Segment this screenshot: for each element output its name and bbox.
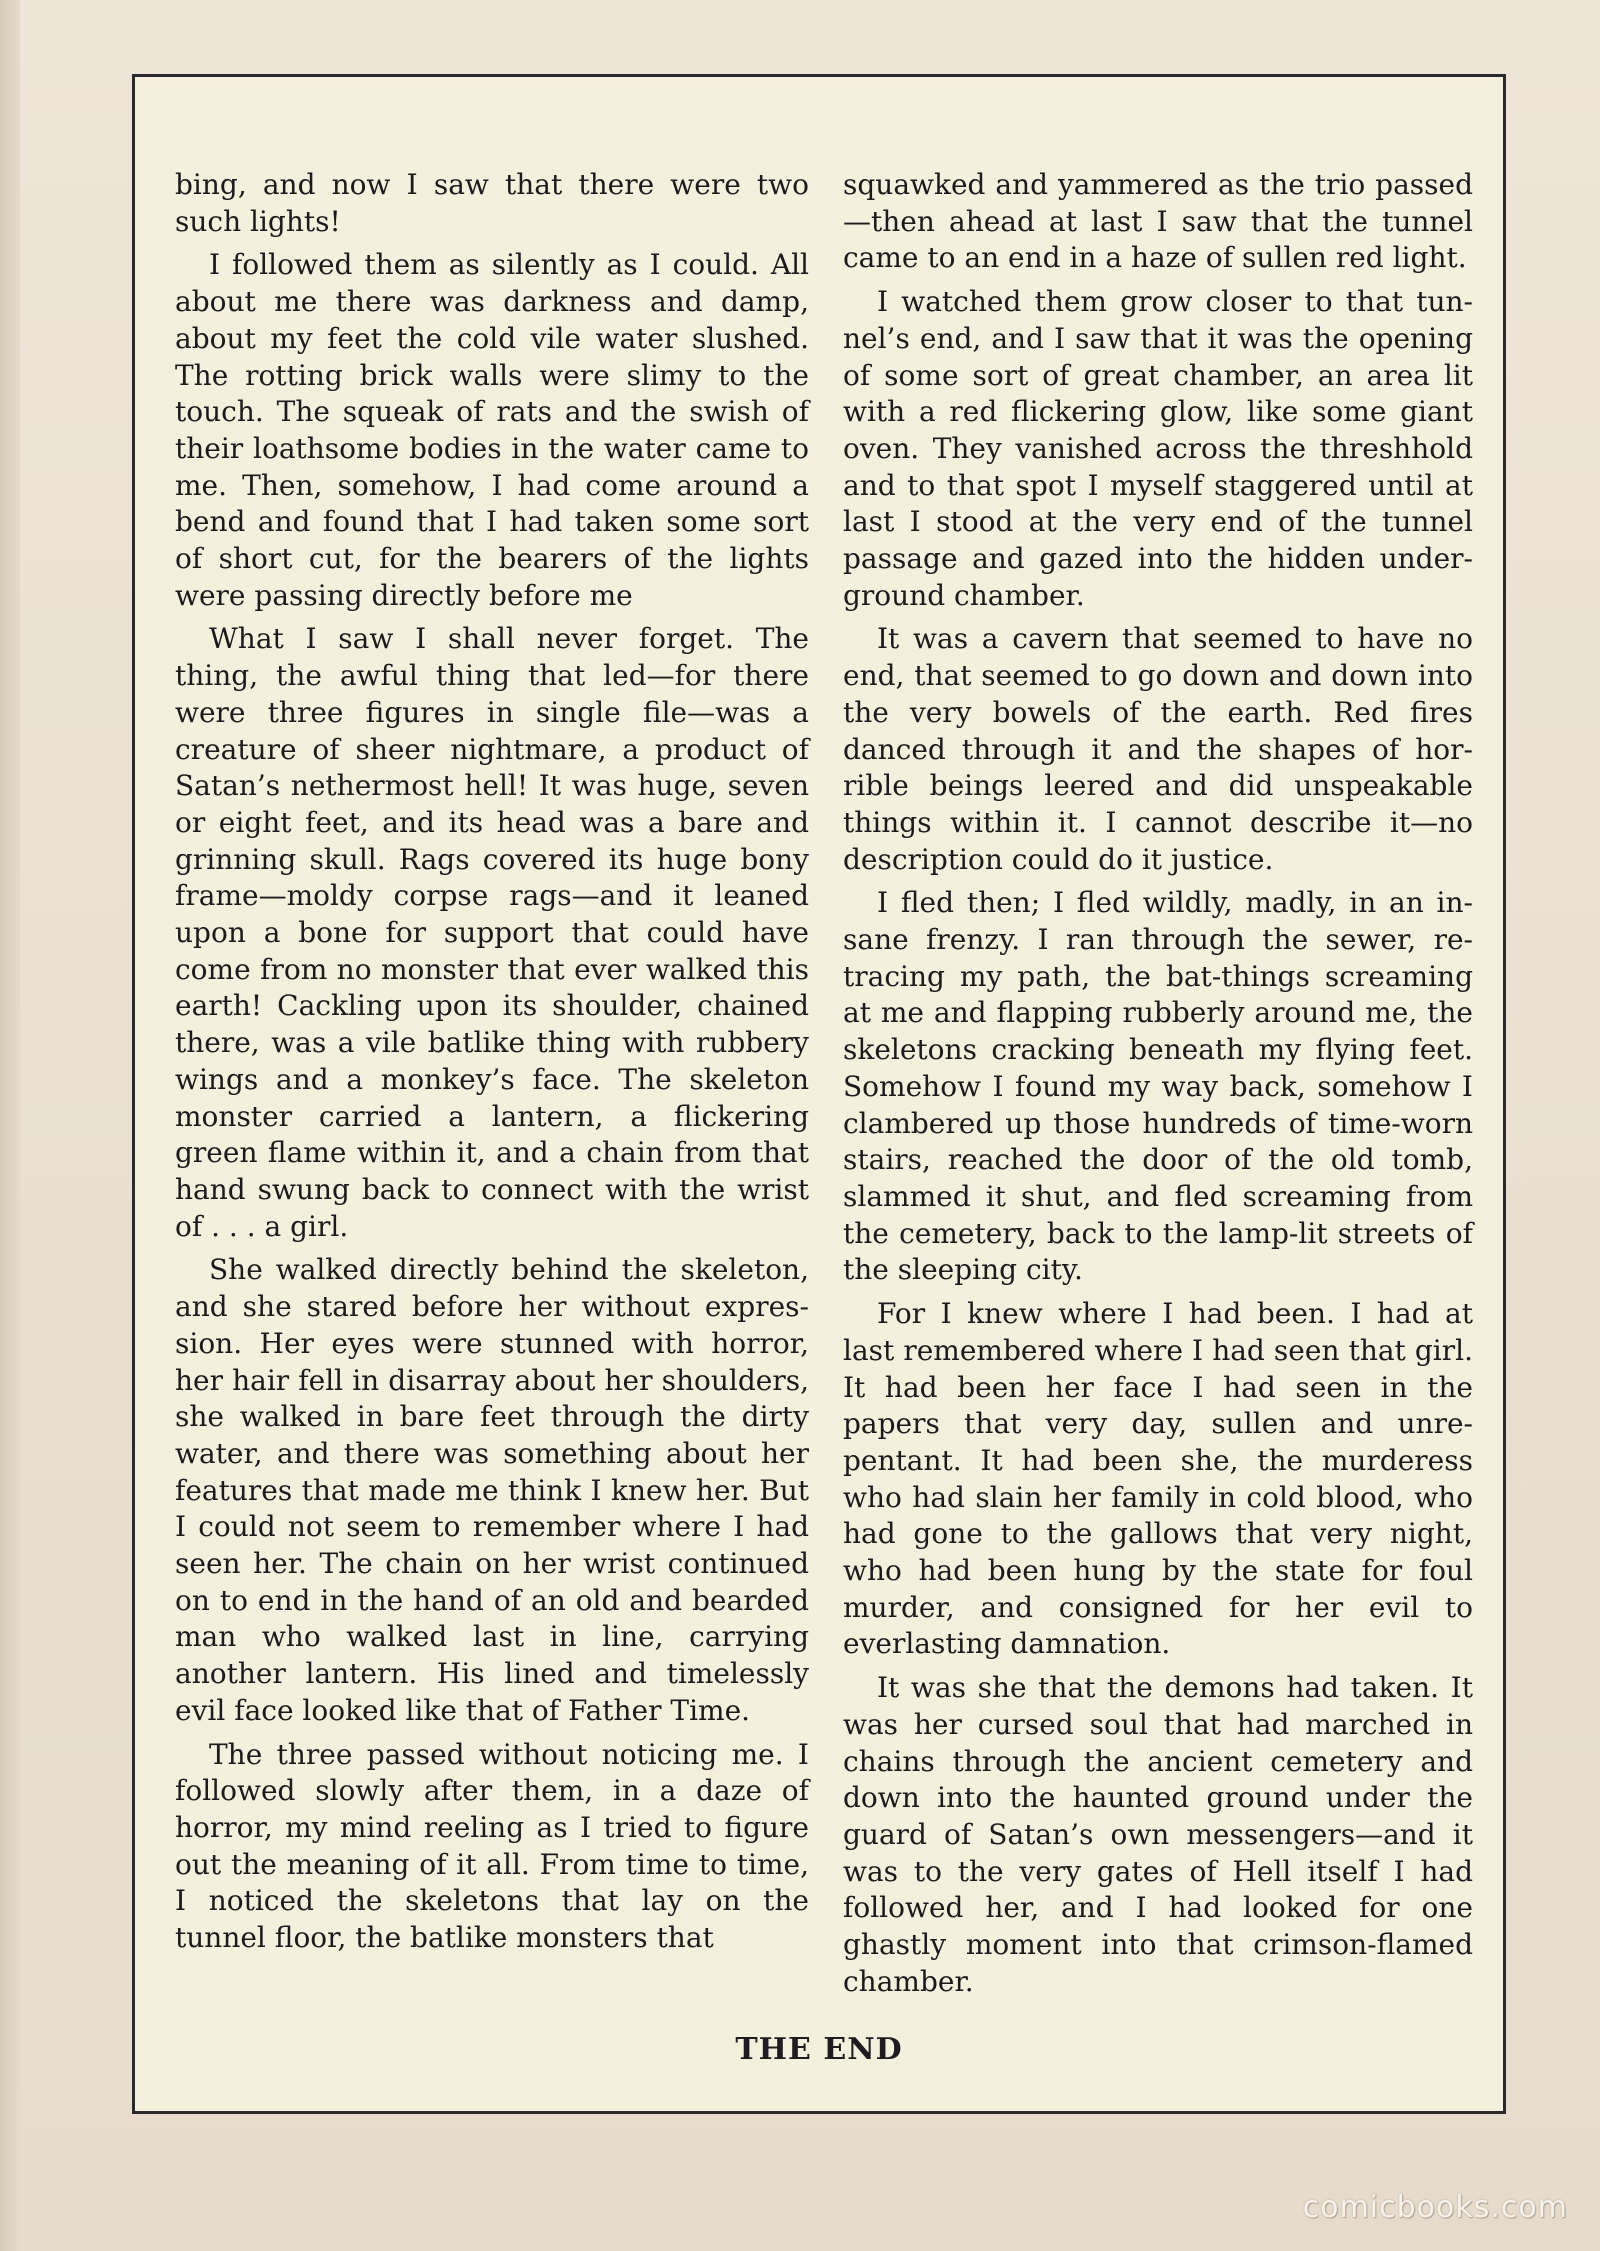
paragraph: It was a cavern that seemed to have no end, that seemed to go down and down into the very bowels of the earth. Red fires danced through it and the shapes of horrible beings leered and did unspeakable things within it. I cannot describe it—no description could do it justice. xyxy=(843,622,1473,876)
paragraph: bing, and now I saw that there were two such lights! xyxy=(175,168,809,238)
left-text-column xyxy=(175,167,809,1964)
page-edge xyxy=(0,0,20,2251)
paragraph: I followed them as silently as I could. All about me there was darkness and damp, about my feet the cold vile water slushed. The rotting brick walls were slimy to the touch. The squeak of rats and the swish of their loathsome bodies in the water came to me. Then, somehow, I had come around a bend and found that I had taken some sort of short cut, for the bearers of the lights were passing directly before me xyxy=(175,248,809,612)
right-text-column xyxy=(843,167,1473,2007)
paragraph: She walked directly behind the skeleton, and she stared before her without expression. Her eyes were stunned with horror, her hair fell in disarray about her shoulders, she walked in bare feet through the dirty water, and there was something about her features that made me think I knew her. But I could not seem to remember where I had seen her. The chain on her wrist continued on to end in the hand of an old and bearded man who walked last in line, carrying another lantern. His lined and timelessly evil face looked like that of Father Time. xyxy=(175,1253,809,1727)
paragraph: What I saw I shall never forget. The thing, the awful thing that led—for there were three figures in single file—was a creature of sheer nightmare, a product of Satan’s nethermost hell! It was huge, seven or eight feet, and its head was a bare and grinning skull. Rags covered its huge bony frame—moldy corpse rags—and it leaned upon a bone for support that could have come from no monster that ever walked this earth! Cackling upon its shoulder, chained there, was a vile batlike thing with rubbery wings and a monkey’s face. The skeleton monster carried a lantern, a flickering green flame within it, and a chain from that hand swung back to connect with the wrist of . . . a girl. xyxy=(175,622,809,1243)
site-watermark: comicbooks.com xyxy=(1302,2190,1568,2225)
paragraph: I watched them grow closer to that tunnel’s end, and I saw that it was the opening of some sort of great chamber, an area lit with a red flickering glow, like some giant oven. They vanished across the threshhold and to that spot I myself staggered until at last I stood at the very end of the tunnel passage and gazed into the hidden underground chamber. xyxy=(843,285,1473,612)
story-text-frame xyxy=(132,74,1506,2114)
paragraph: It was she that the demons had taken. It was her cursed soul that had marched in chains through the ancient cemetery and down into the haunted ground under the guard of Satan’s own messengers—and it was to the very gates of Hell itself I had followed her, and I had looked for one ghastly moment into that crimson-flamed chamber. xyxy=(843,1671,1473,1998)
paragraph: For I knew where I had been. I had at last remembered where I had seen that girl. It had been her face I had seen in the papers that very day, sullen and unrepentant. It had been she, the murderess who had slain her family in cold blood, who had gone to the gallows that very night, who had been hung by the state for foul murder, and consigned for her evil to everlasting damnation. xyxy=(843,1297,1473,1661)
paragraph: The three passed without noticing me. I followed slowly after them, in a daze of horror, my mind reeling as I tried to figure out the meaning of it all. From time to time, I noticed the skeletons that lay on the tunnel floor, the batlike monsters that xyxy=(175,1737,809,1955)
the-end-caption: THE END xyxy=(735,2032,903,2067)
paragraph: squawked and yammered as the trio passed —then ahead at last I saw that the tunnel came to an end in a haze of sullen red light. xyxy=(843,168,1473,275)
paragraph: I fled then; I fled wildly, madly, in an insane frenzy. I ran through the sewer, retracing my path, the bat-things screaming at me and flapping rubberly around me, the skeletons cracking beneath my flying feet. Somehow I found my way back, somehow I clambered up those hundreds of time-worn stairs, reached the door of the old tomb, slammed it shut, and fled screaming from the cemetery, back to the lamp-lit streets of the sleeping city. xyxy=(843,886,1473,1287)
